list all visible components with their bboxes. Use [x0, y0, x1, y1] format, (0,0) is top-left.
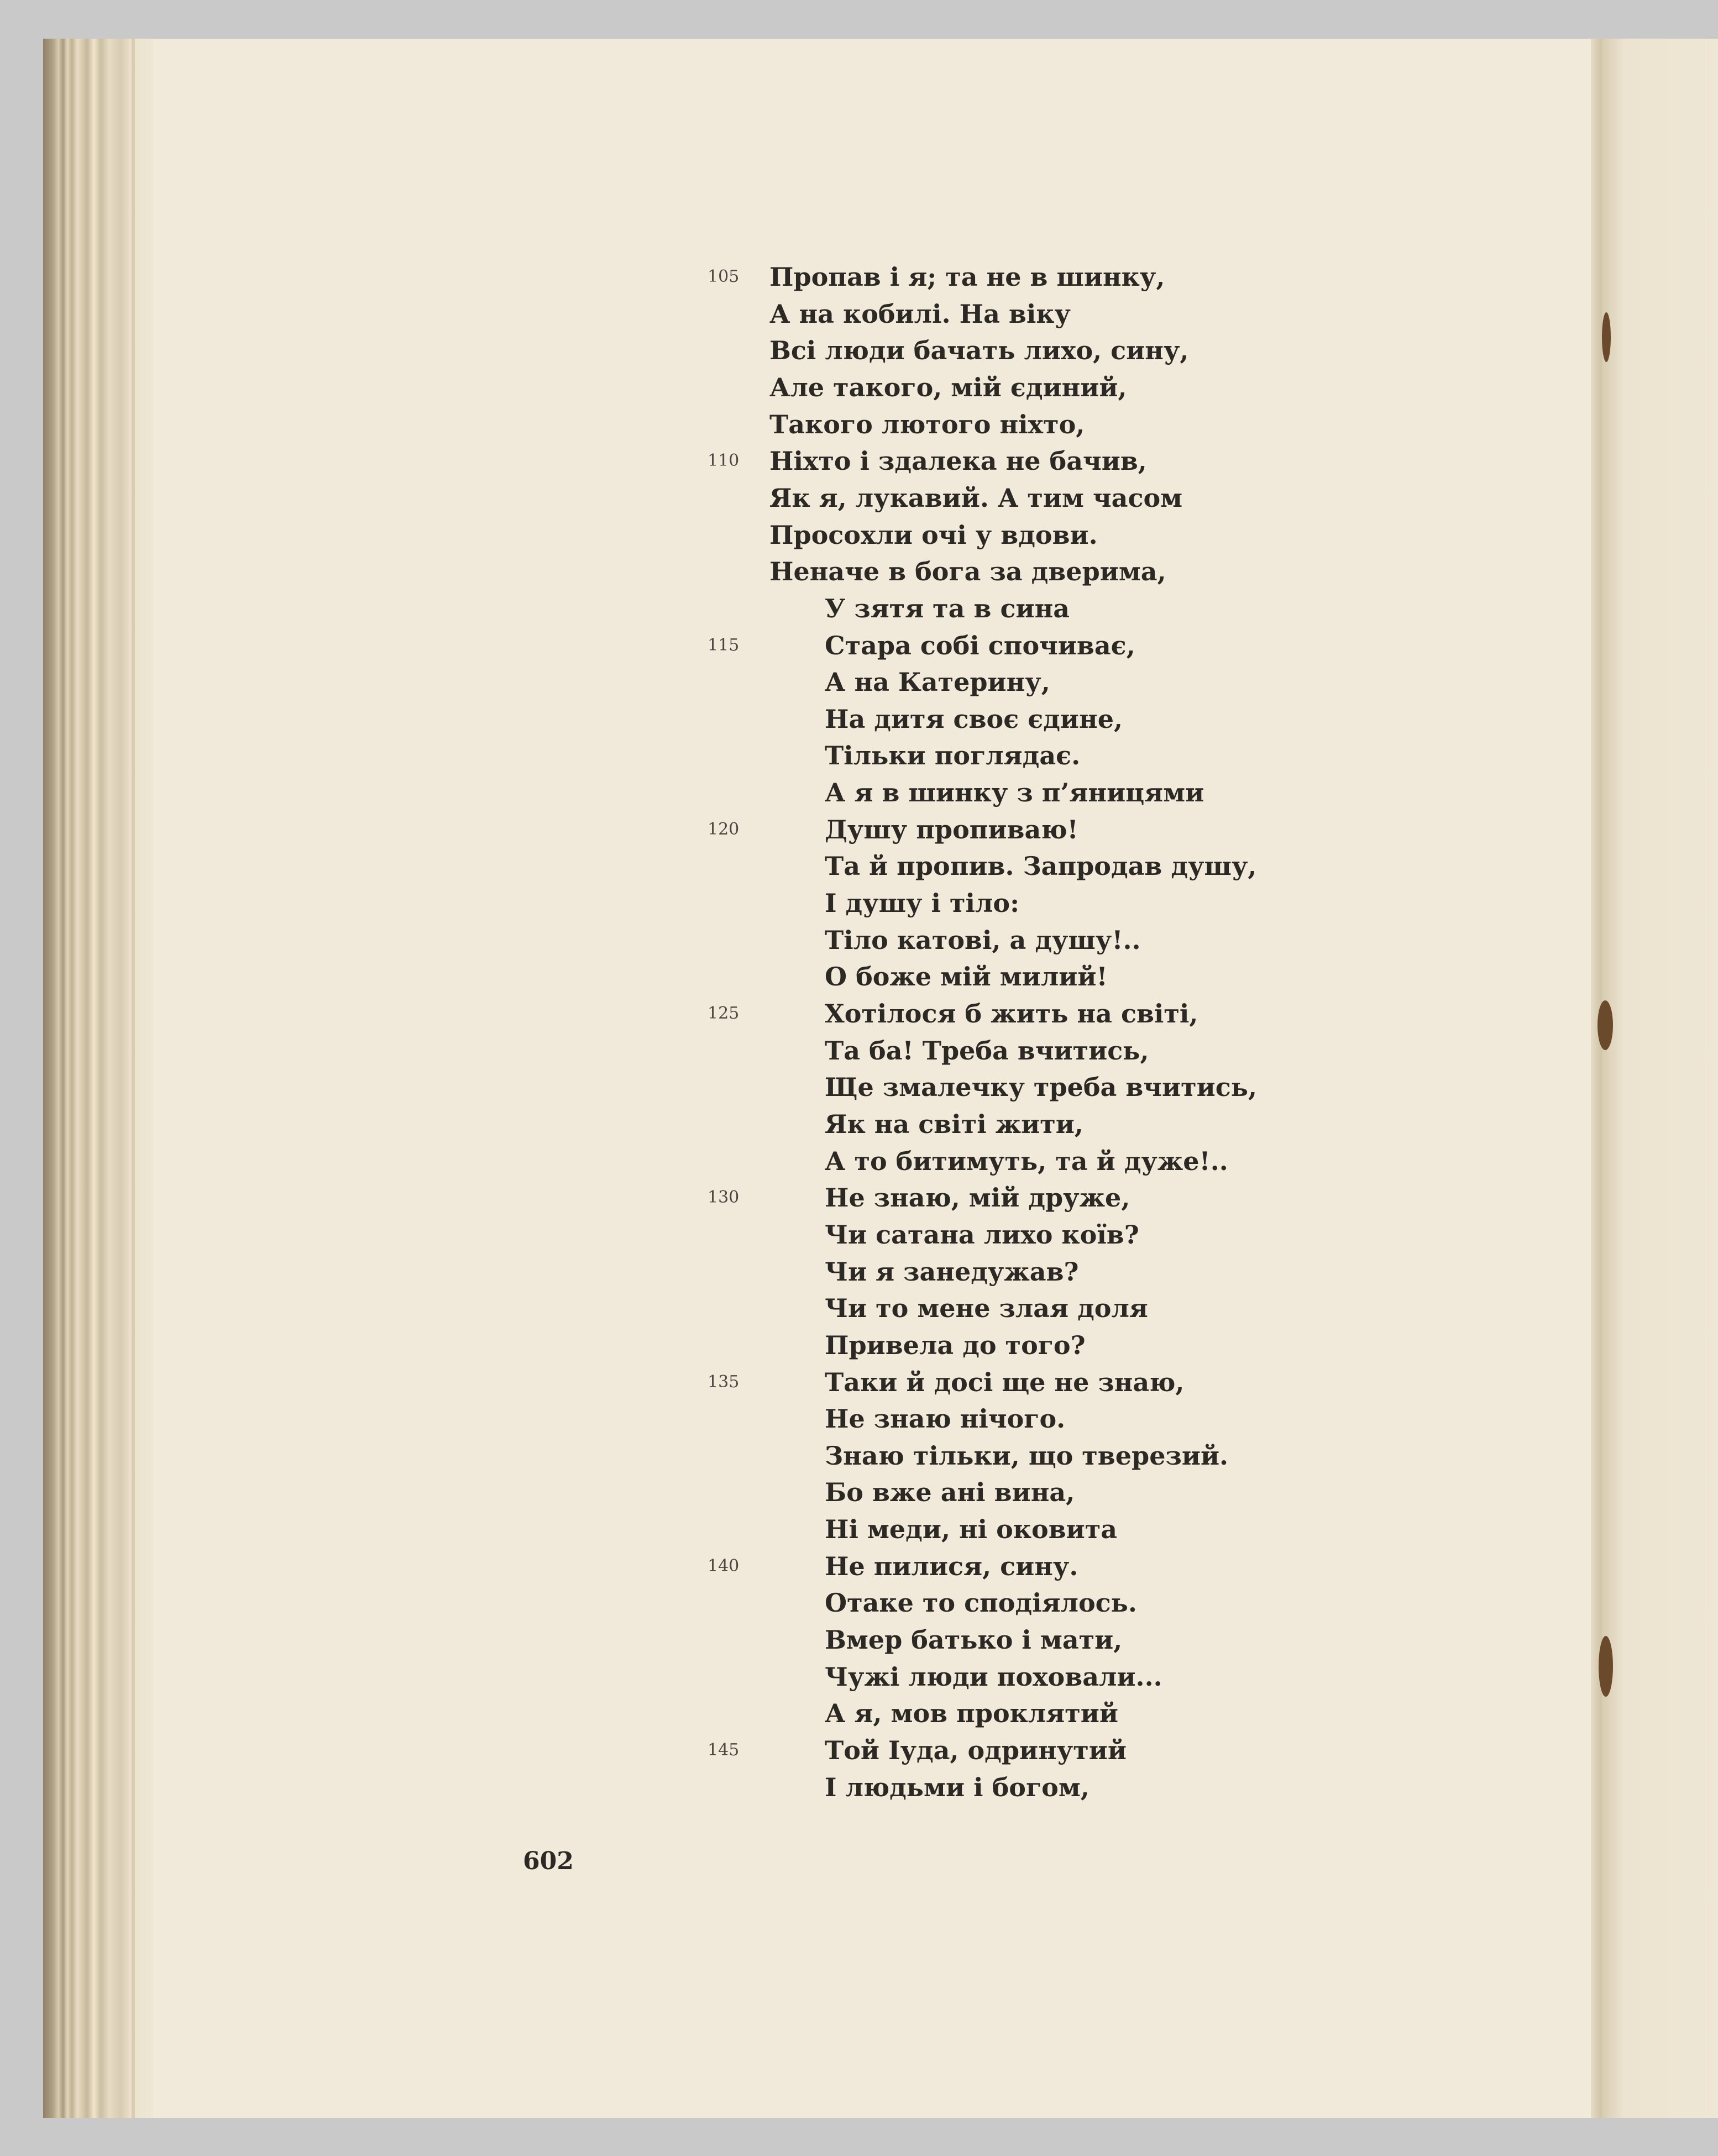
- poem-line: Таки й досі ще не знаю,: [825, 1367, 1185, 1397]
- poem-line: Не пилися, сину.: [825, 1551, 1078, 1581]
- poem-line: Не знаю, мій друже,: [825, 1183, 1130, 1213]
- poem-line: Ще змалечку треба вчитись,: [825, 1072, 1257, 1102]
- poem-line: Просохли очі у вдови.: [769, 520, 1098, 550]
- poem-line: На дитя своє єдине,: [825, 704, 1123, 734]
- poem-line: Всі люди бачать лихо, сину,: [769, 335, 1189, 365]
- poem-line: А на Катерину,: [825, 667, 1050, 697]
- line-number: 110: [708, 451, 740, 470]
- poem-line: Чи то мене злая доля: [825, 1293, 1148, 1323]
- line-number: 125: [708, 1004, 740, 1023]
- poem-line: І людьми і богом,: [825, 1772, 1090, 1802]
- poem-line: Пропав і я; та не в шинку,: [769, 262, 1165, 292]
- line-number: 135: [708, 1372, 740, 1392]
- line-number: 115: [708, 636, 740, 655]
- page-number: 602: [523, 1847, 574, 1875]
- poem-line: Ні меди, ні оковита: [825, 1514, 1118, 1544]
- poem-line: Не знаю нічого.: [825, 1404, 1066, 1434]
- poem-line: Як я, лукавий. А тим часом: [769, 483, 1183, 513]
- poem-line: А на кобилі. На віку: [769, 299, 1071, 329]
- poem-line: Тільки поглядає.: [825, 741, 1081, 770]
- poem-line: А то битимуть, та й дуже!..: [825, 1146, 1228, 1176]
- poem-line: Той Іуда, одринутий: [825, 1735, 1127, 1765]
- poem-line: Бо вже ані вина,: [825, 1477, 1075, 1507]
- poem-line: Чи я занедужав?: [825, 1257, 1079, 1287]
- poem-line: Та й пропив. Запродав душу,: [825, 851, 1257, 881]
- poem-line: Вмер батько і мати,: [825, 1625, 1123, 1655]
- poem-line: Як на світі жити,: [825, 1109, 1083, 1139]
- poem-line: Тіло катові, а душу!..: [825, 925, 1141, 955]
- poem-line: Чужі люди поховали...: [825, 1662, 1162, 1692]
- poem-line: Знаю тільки, що тверезий.: [825, 1441, 1229, 1471]
- line-number: 145: [708, 1740, 740, 1760]
- line-number: 130: [708, 1188, 740, 1207]
- book-scan: [43, 39, 1718, 2118]
- poem-line: Душу пропиваю!: [825, 815, 1078, 844]
- poem-line: А я, мов проклятий: [825, 1698, 1118, 1728]
- poem-line: У зятя та в сина: [825, 594, 1070, 623]
- poem-line: Стара собі спочиває,: [825, 631, 1135, 660]
- line-number: 120: [708, 820, 740, 839]
- poem-text: [43, 39, 1718, 2118]
- poem-line: Та ба! Треба вчитись,: [825, 1036, 1149, 1066]
- poem-line: Неначе в бога за дверима,: [769, 557, 1166, 586]
- poem-line: Чи сатана лихо коїв?: [825, 1220, 1139, 1250]
- poem-line: Хотілося б жить на світі,: [825, 999, 1198, 1029]
- line-number: 105: [708, 267, 740, 286]
- poem-line: І душу і тіло:: [825, 888, 1020, 918]
- poem-line: Привела до того?: [825, 1330, 1086, 1360]
- poem-line: Такого лютого ніхто,: [769, 410, 1085, 439]
- line-number: 140: [708, 1556, 740, 1576]
- poem-line: Отаке то сподіялось.: [825, 1588, 1137, 1618]
- poem-line: О боже мій милий!: [825, 962, 1108, 992]
- poem-line: Але такого, мій єдиний,: [769, 373, 1127, 402]
- poem-line: А я в шинку з п’яницями: [825, 778, 1204, 807]
- poem-line: Ніхто і здалека не бачив,: [769, 446, 1147, 476]
